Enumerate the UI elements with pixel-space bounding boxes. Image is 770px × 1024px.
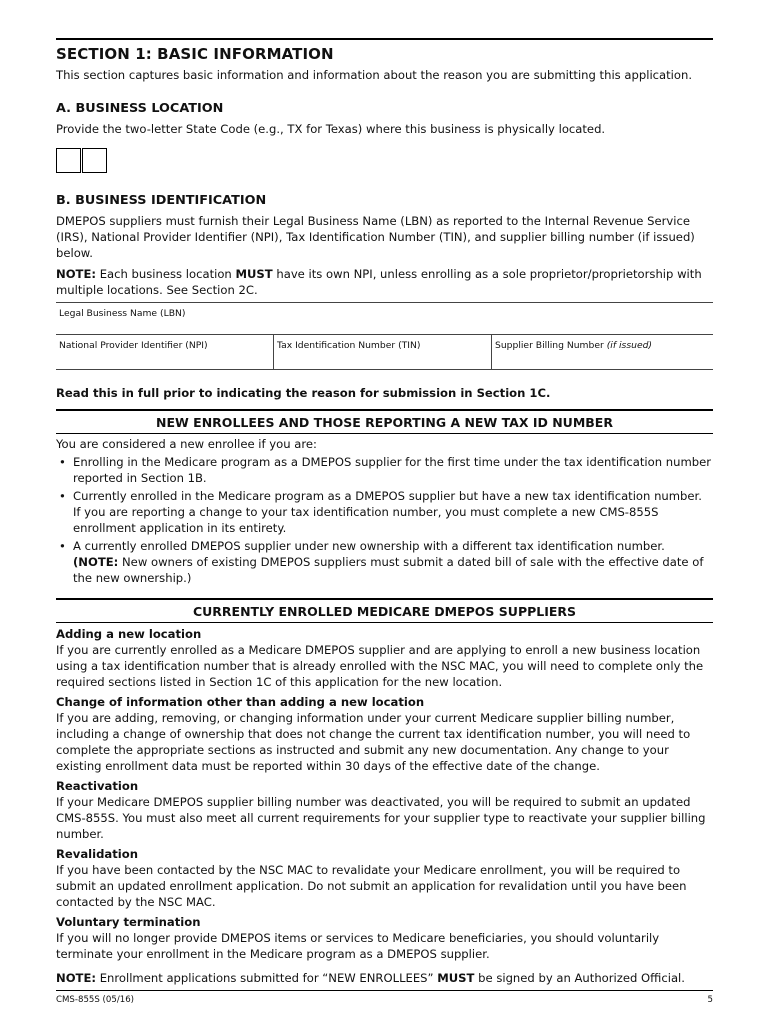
final-note-text: Enrollment applications submitted for “NEW ENROLLEES” <box>96 971 438 985</box>
new-enrollees-intro: You are considered a new enrollee if you are: <box>56 437 317 451</box>
npi-label: National Provider Identifier (NPI) <box>59 340 208 351</box>
bullet3-note-label: (NOTE: <box>73 555 119 569</box>
reactivation-title: Reactivation <box>56 779 139 793</box>
business-identification-note <box>56 266 713 298</box>
page-footer <box>56 990 713 1005</box>
billing-label: Supplier Billing Number <box>495 340 607 351</box>
lbn-field[interactable] <box>56 303 713 334</box>
state-code-boxes <box>56 148 713 173</box>
business-location-heading: A. BUSINESS LOCATION <box>56 101 224 116</box>
billing-label-suffix: (if issued) <box>606 340 653 351</box>
new-enrollees-heading: NEW ENROLLEES AND THOSE REPORTING A NEW TAX ID NUMBER <box>56 409 713 434</box>
currently-enrolled-heading: CURRENTLY ENROLLED MEDICARE DMEPOS SUPPLIERS <box>56 598 713 623</box>
form-id: CMS-855S (05/16) <box>56 995 135 1005</box>
state-code-box-1[interactable] <box>56 148 81 173</box>
voluntary-termination-title: Voluntary termination <box>56 915 201 929</box>
revalidation-text: If you have been contacted by the NSC MAC to revalidate your Medicare enrollment, you will be required to submit an updated enrollment application. Do not submit an application for revalidation until you have been contacted by the NSC MAC. <box>56 863 687 909</box>
list-item: • Currently enrolled in the Medicare program as a DMEPOS supplier but have a new tax identification number. If you are reporting a change to your tax identification number, you must complete a new CMS-855S enrollment application in its entirety. <box>56 488 713 536</box>
reactivation-text: If your Medicare DMEPOS supplier billing number was deactivated, you will be required to submit an updated CMS-855S. You must also meet all current requirements for your supplier type to reactivate your supplier billing number. <box>56 795 706 841</box>
business-identification-heading: B. BUSINESS IDENTIFICATION <box>56 193 267 208</box>
business-location-text: Provide the two-letter State Code (e.g., TX for Texas) where this business is physically located. <box>56 122 606 136</box>
list-item: • Enrolling in the Medicare program as a DMEPOS supplier for the first time under the tax identification number reported in Section 1B. <box>56 454 713 486</box>
business-identification-text: DMEPOS suppliers must furnish their Legal Business Name (LBN) as reported to the Internal Revenue Service (IRS), National Provider Identifier (NPI), Tax Identification Number (TIN), and supplier billing number (if issued) below. <box>56 214 695 260</box>
final-note-text-end: be signed by an Authorized Official. <box>474 971 685 985</box>
final-note-must: MUST <box>437 971 475 985</box>
billing-number-field[interactable] <box>491 335 713 369</box>
state-code-box-2[interactable] <box>82 148 107 173</box>
note-label: NOTE: <box>56 267 97 281</box>
section-title: SECTION 1: BASIC INFORMATION <box>56 38 713 63</box>
tin-label: Tax Identification Number (TIN) <box>277 340 421 351</box>
identification-fields <box>56 302 713 370</box>
note-text: Each business location <box>96 267 236 281</box>
page-number: 5 <box>707 995 713 1005</box>
change-info-text: If you are adding, removing, or changing information under your current Medicare supplier billing number, including a change of ownership that does not change the current tax identification number, you will need to complete the appropriate sections as instructed and submit any new documentation. Any change to your existing enrollment data must be reported within 30 days of the effective date of the change. <box>56 711 691 773</box>
id-numbers-row <box>56 334 713 370</box>
note-text-end: have its own NPI, unless enrolling as a sole proprietor/proprietorship with multiple locations. See Section 2C. <box>56 267 702 297</box>
adding-location-title: Adding a new location <box>56 627 202 641</box>
lbn-label: Legal Business Name (LBN) <box>59 308 186 319</box>
bullet3-note: New owners of existing DMEPOS suppliers must submit a dated bill of sale with the effective date of the new ownership.) <box>73 555 704 585</box>
lbn-row <box>56 302 713 334</box>
final-note <box>56 970 713 986</box>
tin-field[interactable] <box>273 335 491 369</box>
voluntary-termination-text: If you will no longer provide DMEPOS items or services to Medicare beneficiaries, you should voluntarily terminate your enrollment in the Medicare program as a DMEPOS supplier. <box>56 931 660 961</box>
note-must: MUST <box>235 267 273 281</box>
npi-field[interactable] <box>56 335 273 369</box>
change-info-title: Change of information other than adding a new location <box>56 695 425 709</box>
bullet3-text: A currently enrolled DMEPOS supplier under new ownership with a different tax identification number. <box>73 539 665 553</box>
final-note-label: NOTE: <box>56 971 97 985</box>
list-item <box>56 538 713 586</box>
read-full-instruction: Read this in full prior to indicating the reason for submission in Section 1C. <box>56 386 551 400</box>
form-page <box>56 38 713 986</box>
adding-location-text: If you are currently enrolled as a Medicare DMEPOS supplier and are applying to enroll a new business location using a tax identification number that is already enrolled with the NSC MAC, you will need to complete only the required sections listed in Section 1C of this application for the new location. <box>56 643 704 689</box>
revalidation-title: Revalidation <box>56 847 138 861</box>
section-intro: This section captures basic information and information about the reason you are submitting this application. <box>56 68 693 82</box>
new-enrollee-list <box>56 454 713 586</box>
